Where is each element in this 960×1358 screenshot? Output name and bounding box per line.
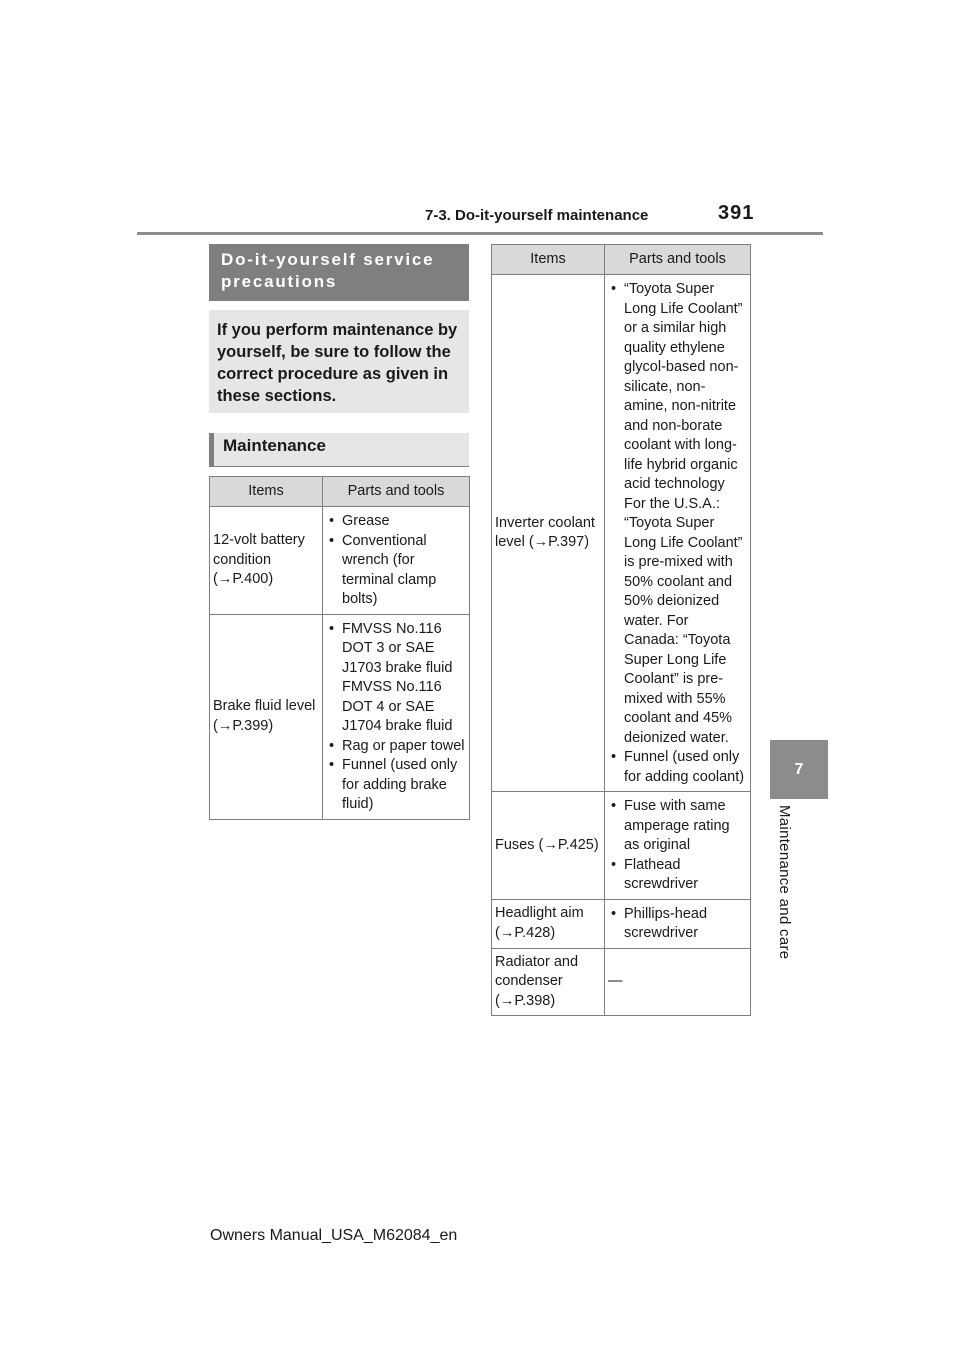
tools-cell xyxy=(323,614,470,819)
item-cell: Brake fluid level (→P.399) xyxy=(210,614,323,819)
maintenance-heading: Maintenance xyxy=(209,433,469,467)
header-section-title: 7-3. Do-it-yourself maintenance xyxy=(425,207,649,224)
maintenance-table-left xyxy=(209,476,470,820)
section-title: Do-it-yourself service precautions xyxy=(209,244,469,301)
tools-cell xyxy=(605,792,751,900)
tools-cell xyxy=(605,275,751,792)
tool-list-item: • Flathead screwdriver xyxy=(608,856,747,895)
tool-list-item: • Rag or paper towel xyxy=(326,737,466,757)
item-cell: Fuses (→P.425) xyxy=(492,792,605,900)
tool-list-item: • “Toyota Super Long Life Coolant” or a similar high quality ethylene glycol-based non-silicate, non-amine, non-nitrite and non-borate coolant with long-life hybrid organic acid technology For the U.S.A.: “Toyota Super Long Life Coolant” is pre-mixed with 50% coolant and 50% deionized water. For Canada: “Toyota Super Long Life Coolant” is pre-mixed with 55% coolant and 45% deionized water. xyxy=(608,280,747,748)
chapter-tab-number[interactable]: 7 xyxy=(770,740,828,799)
item-cell: Radiator and condenser (→P.398) xyxy=(492,948,605,1016)
page-number: 391 xyxy=(718,202,755,224)
item-cell: 12-volt battery condition (→P.400) xyxy=(210,507,323,615)
tool-list-item: • Funnel (used only for adding coolant) xyxy=(608,748,747,787)
parts-column-header: Parts and tools xyxy=(605,245,751,275)
table-row xyxy=(210,614,470,819)
tool-list-item: • Funnel (used only for adding brake fluid) xyxy=(326,756,466,815)
footer-doc-id: Owners Manual_USA_M62084_en xyxy=(210,1227,458,1244)
table-header-row xyxy=(492,245,751,275)
table-row xyxy=(210,507,470,615)
tool-list-item: • Conventional wrench (for terminal clamp bolts) xyxy=(326,532,466,610)
items-column-header: Items xyxy=(210,477,323,507)
maintenance-table-right xyxy=(491,244,751,1016)
header-rule xyxy=(137,232,823,235)
tool-list-item: • Phillips-head screwdriver xyxy=(608,905,747,944)
items-column-header: Items xyxy=(492,245,605,275)
tool-list-item: • FMVSS No.116 DOT 3 or SAE J1703 brake fluid FMVSS No.116 DOT 4 or SAE J1704 brake fluid xyxy=(326,620,466,737)
tool-list-item: • Fuse with same amperage rating as original xyxy=(608,797,747,856)
table-row xyxy=(492,899,751,948)
table-row xyxy=(492,275,751,792)
tools-cell xyxy=(605,899,751,948)
item-cell: Inverter coolant level (→P.397) xyxy=(492,275,605,792)
intro-text: If you perform maintenance by yourself, be sure to follow the correct procedure as given in these sections. xyxy=(209,310,469,413)
tool-list-item: • Grease xyxy=(326,512,466,532)
parts-column-header: Parts and tools xyxy=(323,477,470,507)
chapter-tab-label: Maintenance and care xyxy=(776,805,793,960)
tools-cell-empty: — xyxy=(605,948,751,1016)
tools-cell xyxy=(323,507,470,615)
table-row xyxy=(492,948,751,1016)
table-header-row xyxy=(210,477,470,507)
table-row xyxy=(492,792,751,900)
item-cell: Headlight aim (→P.428) xyxy=(492,899,605,948)
